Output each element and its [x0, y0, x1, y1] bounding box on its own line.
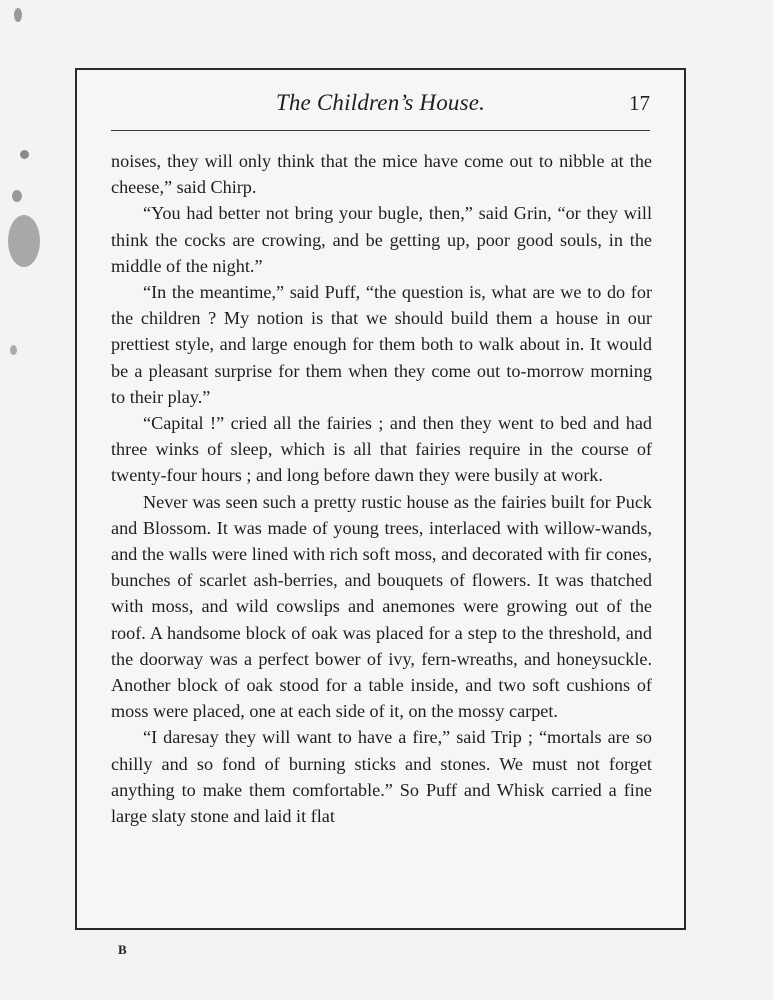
page-frame: [75, 68, 686, 930]
running-title: The Children’s House.: [275, 90, 486, 115]
header-rule: [111, 130, 650, 131]
scan-speck: [20, 150, 29, 159]
running-head: [111, 88, 650, 124]
paragraph-1: noises, they will only think that the mice have come out to nibble at the cheese,” said Chirp.: [111, 151, 652, 198]
paragraph-3: “In the meantime,” said Puff, “the question is, what are we to do for the children ? My notion is that we should build them a house in our prettiest style, and large enough for them both to walk about in. It would be a pleasant surprise for them when they come out to-morrow morning to their play.”: [111, 282, 652, 407]
scan-speck: [12, 190, 22, 202]
scan-speck: [14, 8, 22, 22]
paragraph-4: “Capital !” cried all the fairies ; and then they went to bed and had three winks of sleep, which is all that fairies require in the course of twenty-four hours ; and long before dawn they were busily at work.: [111, 413, 652, 486]
signature-mark: B: [118, 942, 128, 957]
paragraph-6: “I daresay they will want to have a fire,” said Trip ; “mortals are so chilly and so fond of burning sticks and stones. We must not forget anything to make them comfortable.” So Puff and Whisk carried a fine large slaty stone and laid it flat: [111, 727, 652, 827]
paragraph-2: “You had better not bring your bugle, then,” said Grin, “or they will think the cocks are crowing, and be getting up, poor good souls, in the middle of the night.”: [111, 203, 652, 276]
scan-speck: [8, 215, 40, 267]
body-text: [111, 148, 652, 829]
paragraph-5: Never was seen such a pretty rustic house as the fairies built for Puck and Blossom. It was made of young trees, interlaced with willow-wands, and the walls were lined with rich soft moss, and decorated with fir cones, bunches of scarlet ash-berries, and bouquets of flowers. It was thatched with moss, and wild cowslips and anemones were growing out of the roof. A handsome block of oak was placed for a step to the threshold, and the doorway was a perfect bower of ivy, fern-wreaths, and honeysuckle. Another block of oak stood for a table inside, and two soft cushions of moss were placed, one at each side of it, on the mossy carpet.: [111, 491, 652, 722]
scan-speck: [10, 345, 17, 355]
page-number: 17: [629, 91, 650, 115]
